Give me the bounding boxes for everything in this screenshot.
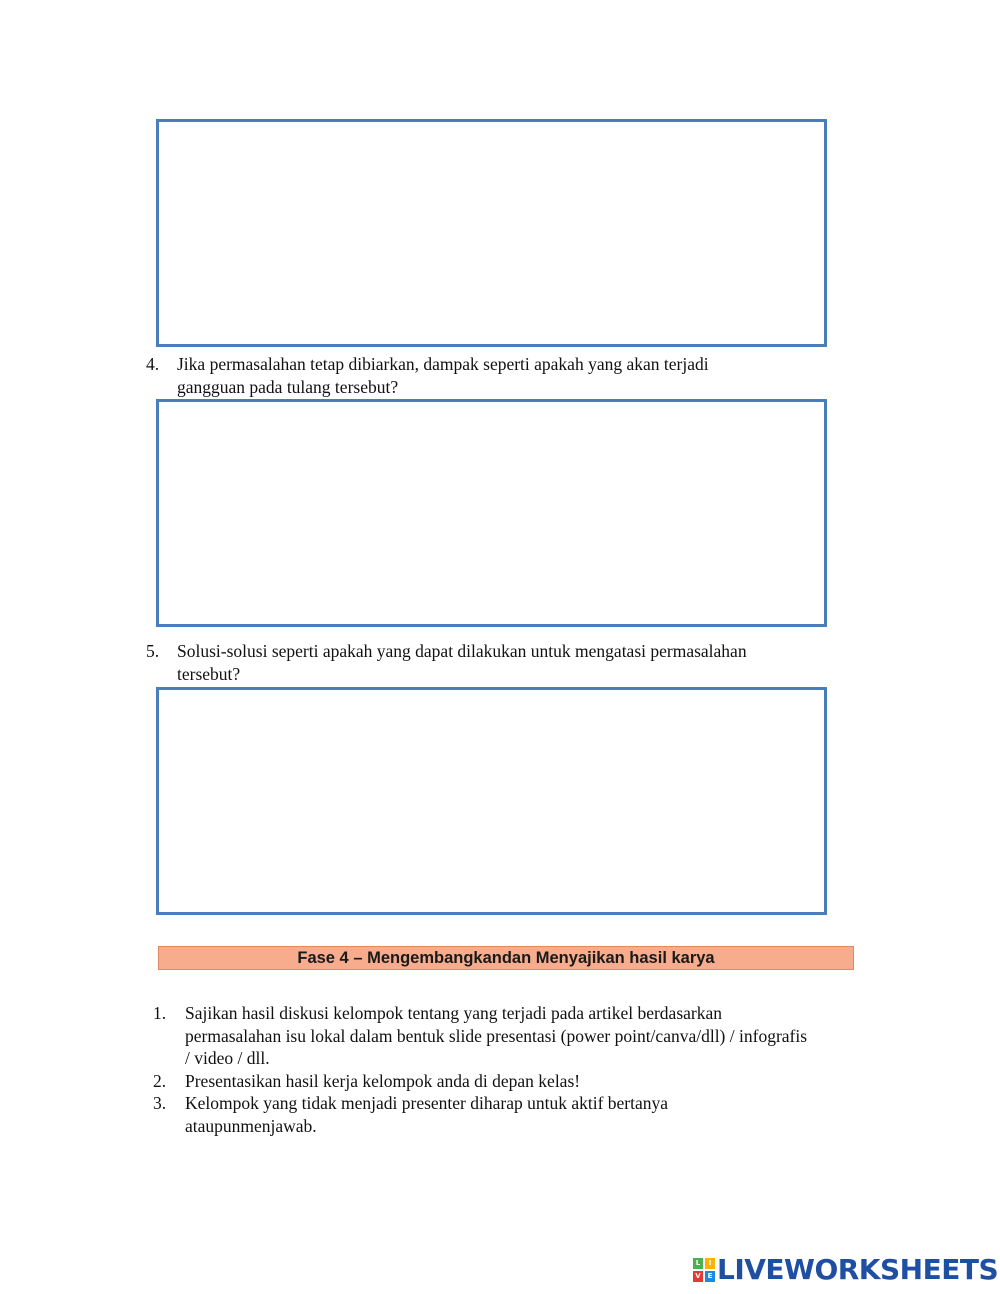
question-5-number: 5. (146, 641, 160, 661)
task-item-3 (153, 1092, 893, 1137)
question-5-line-1: Solusi-solusi seperti apakah yang dapat dilakukan untuk mengatasi permasalahan (177, 641, 747, 661)
question-4-number: 4. (146, 354, 160, 374)
answer-box-question-3[interactable] (156, 119, 827, 347)
task-1-number: 1. (153, 1003, 167, 1023)
question-4 (146, 353, 806, 399)
phase-4-banner: Fase 4 – Mengembangkandan Menyajikan hasil karya (158, 946, 854, 970)
task-1-line-3: / video / dll. (185, 1048, 270, 1068)
liveworksheets-logo-icon (693, 1258, 715, 1282)
logo-letter-e: E (705, 1271, 715, 1282)
question-5 (146, 640, 826, 686)
task-3-line-2: ataupunmenjawab. (185, 1115, 317, 1136)
task-item-1 (153, 1002, 893, 1070)
task-1-line-1: Sajikan hasil diskusi kelompok tentang yang terjadi pada artikel berdasarkan (185, 1003, 722, 1023)
task-2-number: 2. (153, 1070, 167, 1091)
task-2-line-1: Presentasikan hasil kerja kelompok anda di depan kelas! (185, 1070, 581, 1091)
liveworksheets-brand[interactable] (693, 1255, 998, 1285)
task-list (153, 1002, 893, 1137)
brand-name: LIVEWORKSHEETS (717, 1253, 999, 1286)
answer-box-question-4[interactable] (156, 399, 827, 627)
task-1-line-2: permasalahan isu lokal dalam bentuk slide presentasi (power point/canva/dll) / infografis (185, 1025, 808, 1046)
task-3-line-1: Kelompok yang tidak menjadi presenter diharap untuk aktif bertanya (185, 1093, 669, 1113)
logo-letter-i: I (705, 1258, 715, 1269)
question-4-line-2: gangguan pada tulang tersebut? (177, 377, 399, 397)
logo-letter-v: V (693, 1271, 703, 1282)
task-item-2 (153, 1070, 893, 1093)
logo-letter-l: L (693, 1258, 703, 1269)
task-3-number: 3. (153, 1093, 167, 1113)
question-5-line-2: tersebut? (177, 664, 241, 684)
answer-box-question-5[interactable] (156, 687, 827, 915)
question-4-line-1: Jika permasalahan tetap dibiarkan, dampak seperti apakah yang akan terjadi (177, 354, 709, 374)
